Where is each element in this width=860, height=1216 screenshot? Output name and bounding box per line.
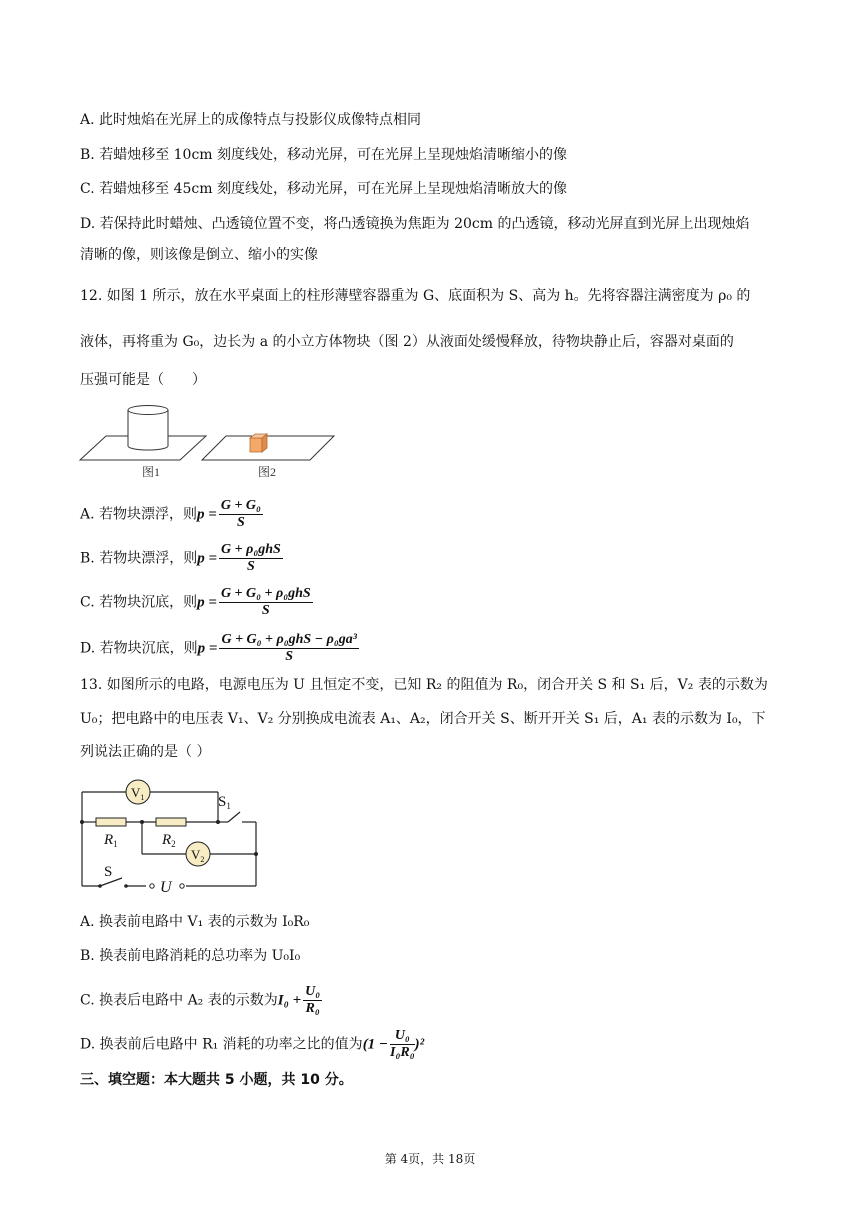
fig1-cylinder: [128, 406, 168, 451]
page-footer: 第 4页，共 18页: [384, 1152, 476, 1166]
q12-option-d-text: D. 若物块沉底，则: [80, 640, 198, 657]
q13-stem-line2: U₀；把电路中的电压表 V₁、V₂ 分别换成电流表 A₁、A₂，闭合开关 S、断开开关 S₁ 后，A₁ 表的示数为 I₀，下: [80, 711, 766, 727]
q13-option-b: B. 换表前电路消耗的总功率为 U₀I₀: [80, 948, 301, 964]
svg-text:S1: [218, 794, 231, 811]
fig2-table: [202, 436, 334, 460]
q13-option-d-close: )²: [414, 1036, 425, 1053]
q12-option-c-text: C. 若物块沉底，则: [80, 594, 198, 611]
q12-option-d-fraction: [219, 632, 359, 665]
v2-sub: 2: [200, 855, 205, 864]
q12-option-b-text: B. 若物块漂浮，则: [80, 550, 198, 567]
q11-option-a: A. 此时烛焰在光屏上的成像特点与投影仪成像特点相同: [80, 112, 422, 128]
r1-sub: 1: [113, 839, 118, 849]
r2-sub: 2: [171, 839, 176, 849]
s1-sub: 1: [226, 801, 231, 811]
q13-option-d-text: D. 换表前后电路中 R₁ 消耗的功率之比的值为: [80, 1036, 363, 1053]
q12-option-b-fraction: [219, 542, 283, 575]
q12-stem-line1: 12. 如图 1 所示，放在水平桌面上的柱形薄壁容器重为 G、底面积为 S、高为 h。先将容器注满密度为 ρ₀ 的: [80, 288, 751, 304]
q12-option-a-fraction: [219, 498, 263, 531]
r2-label: R: [162, 832, 172, 848]
q12-option-b: [80, 542, 283, 575]
q12-option-d: [80, 632, 359, 665]
q12-option-c: [80, 586, 313, 619]
q12-figures: [76, 400, 340, 482]
fig2-label: 图2: [258, 465, 277, 479]
section-3-header: 三、填空题：本大题共 5 小题，共 10 分。: [80, 1072, 353, 1088]
q13-option-c-fraction: [303, 984, 322, 1017]
q13-option-c: [80, 984, 322, 1017]
denominator: R₀: [305, 1001, 320, 1016]
u-label: U: [160, 879, 172, 896]
v2-label: V: [191, 847, 201, 862]
q13-stem-line1: 13. 如图所示的电路，电源电压为 U 且恒定不变，已知 R₂ 的阻值为 R₀，闭合开关 S 和 S₁ 后，V₂ 表的示数为: [80, 677, 768, 693]
denominator: S: [285, 649, 294, 664]
numerator: U₀: [390, 1028, 415, 1045]
q13-option-c-text: C. 换表后电路中 A₂ 表的示数为: [80, 992, 278, 1009]
numerator: U₀: [305, 984, 321, 999]
p-equals: p =: [197, 550, 218, 567]
numerator: G + G₀ + ρ₀ghS − ρ₀ga³: [221, 632, 357, 647]
s1-label: S: [218, 794, 227, 810]
svg-text:R1: [103, 832, 118, 849]
q12-option-c-fraction: [219, 586, 313, 619]
q13-option-d-open: (1 −: [362, 1036, 389, 1053]
q13-option-d: [80, 1028, 424, 1061]
numerator: G + G₀ + ρ₀ghS: [220, 586, 311, 601]
v1-sub: 1: [140, 793, 145, 802]
svg-text:R2: [161, 832, 176, 849]
q11-option-d-line1: D. 若保持此时蜡烛、凸透镜位置不变，将凸透镜换为焦距为 20cm 的凸透镜，移动光屏直到光屏上出现烛焰: [80, 216, 750, 232]
numerator: G + G₀: [220, 498, 261, 513]
p-equals: p =: [197, 594, 217, 611]
p-equals: p =: [197, 506, 217, 523]
q12-stem-line3: 压强可能是（ ）: [80, 372, 206, 388]
numerator: G + ρ₀ghS: [221, 542, 281, 557]
p-equals: p =: [197, 640, 218, 657]
q13-option-c-expr: I₀ +: [277, 992, 302, 1009]
q12-stem-line2: 液体，再将重为 G₀，边长为 a 的小立方体物块（图 2）从液面处缓慢释放，待物块静止后，容器对桌面的: [80, 334, 734, 350]
denominator: S: [261, 603, 270, 618]
r1-label: R: [104, 832, 114, 848]
denominator: I₀R₀: [390, 1045, 415, 1060]
denominator: S: [236, 515, 245, 530]
denominator: S: [247, 559, 255, 574]
q13-option-a: A. 换表前电路中 V₁ 表的示数为 I₀R₀: [80, 914, 310, 930]
resistor-r2: [156, 818, 186, 826]
q13-stem-line3: 列说法正确的是（ ）: [80, 744, 211, 760]
q13-circuit: [76, 774, 266, 902]
fig1-label: 图1: [142, 465, 161, 479]
q11-option-c: C. 若蜡烛移至 45cm 刻度线处，移动光屏，可在光屏上呈现烛焰清晰放大的像: [80, 181, 567, 197]
q11-option-d-line2: 清晰的像，则该像是倒立、缩小的实像: [80, 247, 318, 263]
s-label: S: [104, 864, 113, 880]
q12-option-a: [80, 498, 263, 531]
q11-option-b: B. 若蜡烛移至 10cm 刻度线处，移动光屏，可在光屏上呈现烛焰清晰缩小的像: [80, 147, 568, 163]
resistor-r1: [96, 818, 126, 826]
v1-label: V: [131, 785, 141, 800]
q13-option-d-fraction: [390, 1028, 415, 1061]
q12-option-a-text: A. 若物块漂浮，则: [80, 506, 198, 523]
fig2-cube: [250, 434, 267, 452]
